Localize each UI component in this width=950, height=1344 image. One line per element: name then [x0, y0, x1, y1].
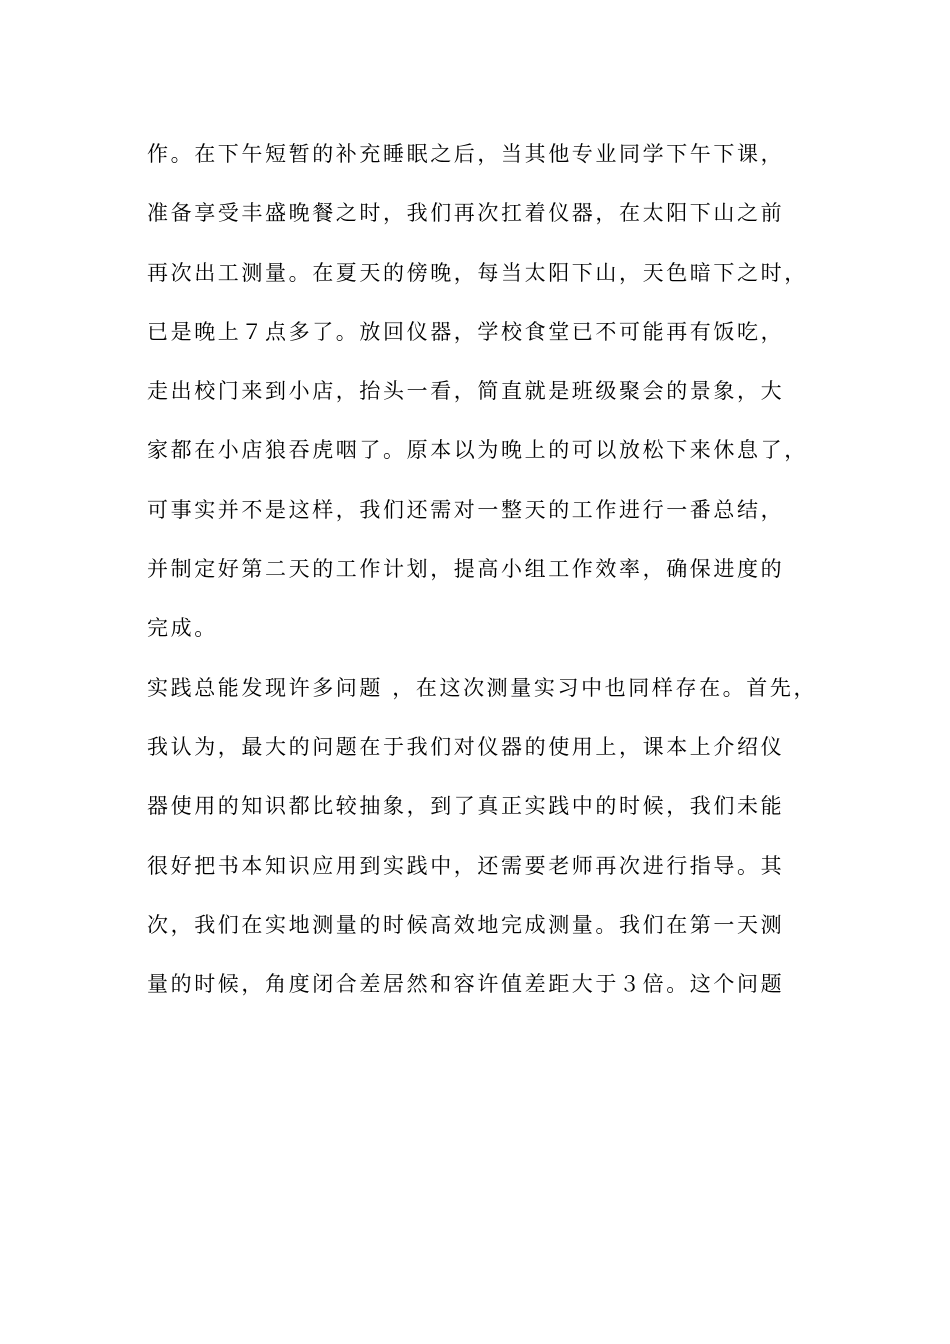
text-line: 准备享受丰盛晚餐之时，我们再次扛着仪器，在太阳下山之前 [147, 201, 785, 226]
text-line: 作。在下午短暂的补充睡眠之后，当其他专业同学下午下课， [147, 142, 785, 166]
text-line: 器使用的知识都比较抽象，到了真正实践中的时候，我们未能 [147, 794, 785, 819]
text-line: 次，我们在实地测量的时候高效地完成测量。我们在第一天测 [147, 912, 785, 937]
text-line: 量的时候，角度闭合差居然和容许值差距大于３倍。这个问题 [147, 972, 785, 997]
text-line: 已是晚上７点多了。放回仪器，学校食堂已不可能再有饭吃， [147, 319, 785, 344]
text-line: 可事实并不是这样，我们还需对一整天的工作进行一番总结， [147, 497, 785, 522]
text-line: 再次出工测量。在夏天的傍晚，每当太阳下山，天色暗下之时， [147, 260, 808, 285]
text-line: 走出校门来到小店，抬头一看，简直就是班级聚会的景象，大 [147, 379, 785, 404]
text-line: 很好把书本知识应用到实践中，还需要老师再次进行指导。其 [147, 853, 785, 878]
text-line: 并制定好第二天的工作计划，提高小组工作效率，确保进度的 [147, 557, 785, 582]
text-line: 家都在小店狼吞虎咽了。原本以为晚上的可以放松下来休息了， [147, 438, 808, 463]
text-line: 实践总能发现许多问题 ，在这次测量实习中也同样存在。首先， [147, 675, 818, 700]
body-text [147, 134, 827, 1023]
text-line: 完成。 [147, 616, 218, 641]
text-line: 我认为，最大的问题在于我们对仪器的使用上，课本上介绍仪 [147, 734, 785, 759]
